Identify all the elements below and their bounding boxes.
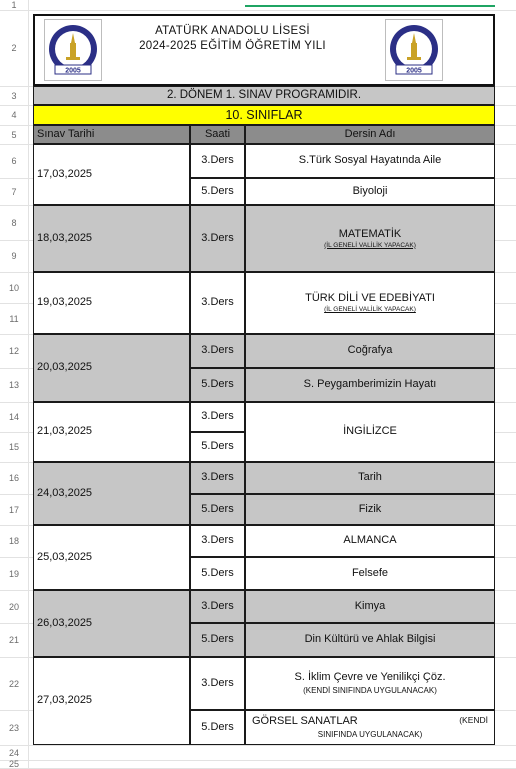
row-number: 25: [8, 759, 19, 769]
svg-text:2005: 2005: [406, 67, 422, 75]
exam-period[interactable]: 5.Ders: [190, 178, 245, 205]
row-number: 11: [9, 313, 19, 324]
row-number: 7: [11, 186, 17, 197]
exam-period[interactable]: 3.Ders: [190, 402, 245, 432]
row-number: 5: [11, 129, 17, 140]
row-number: 3: [11, 90, 17, 101]
row-number: 8: [11, 217, 17, 228]
course-name[interactable]: [245, 590, 495, 623]
exam-period[interactable]: 5.Ders: [190, 368, 245, 402]
exam-date[interactable]: 25,03,2025: [33, 525, 190, 590]
exam-date[interactable]: 18,03,2025: [33, 205, 190, 272]
exam-date[interactable]: 24,03,2025: [33, 462, 190, 525]
exam-period[interactable]: 5.Ders: [190, 432, 245, 462]
course-note: (İL GENELİ VALİLİK YAPACAK): [324, 306, 416, 314]
course-title: Fizik: [358, 502, 382, 515]
svg-text:2005: 2005: [65, 67, 81, 75]
course-name[interactable]: [245, 402, 495, 462]
row-number: 20: [8, 601, 19, 612]
course-title: Biyoloji: [352, 184, 388, 197]
exam-period[interactable]: 3.Ders: [190, 144, 245, 178]
row-number: 17: [8, 504, 19, 515]
course-title: Kimya: [354, 599, 386, 612]
exam-period[interactable]: 3.Ders: [190, 657, 245, 710]
row-number: 10: [8, 282, 19, 293]
emblem-icon: [47, 23, 99, 77]
row-number: 12: [8, 346, 19, 356]
row-number: 16: [8, 473, 19, 483]
row-number: 22: [8, 678, 19, 689]
exam-period[interactable]: 3.Ders: [190, 205, 245, 272]
exam-date[interactable]: 27,03,2025: [33, 657, 190, 745]
course-title: Tarih: [358, 471, 382, 484]
school-logo-right: [385, 19, 443, 81]
exam-date[interactable]: 19,03,2025: [33, 272, 190, 334]
column-header-period[interactable]: Saati: [190, 125, 245, 144]
course-note: (KENDİ SINIFINDA UYGULANACAK): [303, 686, 437, 696]
class-title[interactable]: 10. SINIFLAR: [33, 105, 495, 125]
school-logo-left: [44, 19, 102, 81]
course-title: Felsefe: [351, 566, 389, 579]
exam-period[interactable]: 5.Ders: [190, 494, 245, 525]
course-title: Coğrafya: [347, 344, 393, 357]
grid-line: [0, 745, 516, 746]
course-title: ALMANCA: [343, 534, 397, 547]
emblem-icon: [388, 23, 440, 77]
course-title: GÖRSEL SANATLAR: [252, 715, 358, 728]
exam-date[interactable]: 20,03,2025: [33, 334, 190, 402]
course-title: S. İklim Çevre ve Yenilikçi Çöz.: [294, 671, 446, 684]
exam-period[interactable]: 5.Ders: [190, 623, 245, 657]
row-number: 23: [8, 722, 19, 733]
column-header-date[interactable]: Sınav Tarihi: [33, 125, 190, 144]
exam-period[interactable]: 5.Ders: [190, 557, 245, 590]
row-number: 13: [8, 380, 19, 390]
row-number: 4: [11, 110, 17, 120]
grid-line: [0, 10, 516, 11]
exam-period[interactable]: 5.Ders: [190, 710, 245, 745]
course-name[interactable]: [245, 525, 495, 557]
school-name: ATATÜRK ANADOLU LİSESİ: [155, 25, 310, 37]
course-title: İNGİLİZCE: [343, 425, 397, 438]
course-name[interactable]: [245, 462, 495, 494]
course-title: Din Kültürü ve Ahlak Bilgisi: [304, 633, 436, 646]
course-name[interactable]: [245, 205, 495, 272]
course-name[interactable]: [245, 334, 495, 368]
course-name[interactable]: [245, 657, 495, 710]
course-title: MATEMATİK: [338, 227, 402, 240]
column-header-course[interactable]: Dersin Adı: [245, 125, 495, 144]
course-note: (İL GENELİ VALİLİK YAPACAK): [324, 241, 416, 249]
school-title: [100, 24, 365, 54]
grid-line: [0, 760, 516, 761]
row-number: 6: [11, 156, 17, 166]
academic-year: 2024-2025 EĞİTİM ÖĞRETİM YILI: [139, 40, 326, 52]
exam-period[interactable]: 3.Ders: [190, 334, 245, 368]
row-number: 24: [8, 747, 19, 758]
exam-period[interactable]: 3.Ders: [190, 462, 245, 494]
course-note: SINIFINDA UYGULANACAK): [317, 730, 423, 740]
course-name[interactable]: [245, 272, 495, 334]
row-number: 1: [11, 0, 17, 10]
program-title[interactable]: 2. DÖNEM 1. SINAV PROGRAMIDIR.: [33, 86, 495, 105]
selection-indicator: [245, 5, 495, 7]
row-number: 21: [8, 635, 19, 645]
course-title: S.Türk Sosyal Hayatında Aile: [298, 154, 442, 167]
exam-period[interactable]: 3.Ders: [190, 525, 245, 557]
course-name[interactable]: [245, 494, 495, 525]
exam-period[interactable]: 3.Ders: [190, 272, 245, 334]
course-name[interactable]: [245, 178, 495, 205]
course-name[interactable]: [245, 623, 495, 657]
row-number: 19: [8, 568, 19, 579]
grid-line: [28, 0, 29, 768]
course-title-line: [246, 715, 494, 728]
course-title: TÜRK DİLİ VE EDEBİYATI: [305, 292, 435, 304]
row-number: 18: [8, 536, 19, 546]
course-title: S. Peygamberimizin Hayatı: [303, 378, 437, 391]
row-number: 9: [11, 251, 17, 261]
course-note-prefix: (KENDİ: [459, 715, 488, 726]
course-name[interactable]: [245, 557, 495, 590]
course-name[interactable]: [245, 144, 495, 178]
course-name[interactable]: [245, 368, 495, 402]
row-number: 15: [8, 442, 19, 452]
course-name[interactable]: [245, 710, 495, 745]
exam-period[interactable]: 3.Ders: [190, 590, 245, 623]
exam-date[interactable]: 26,03,2025: [33, 590, 190, 657]
row-number: 2: [11, 43, 17, 53]
exam-date[interactable]: 21,03,2025: [33, 402, 190, 462]
exam-date[interactable]: 17,03,2025: [33, 144, 190, 205]
row-number: 14: [8, 412, 19, 422]
